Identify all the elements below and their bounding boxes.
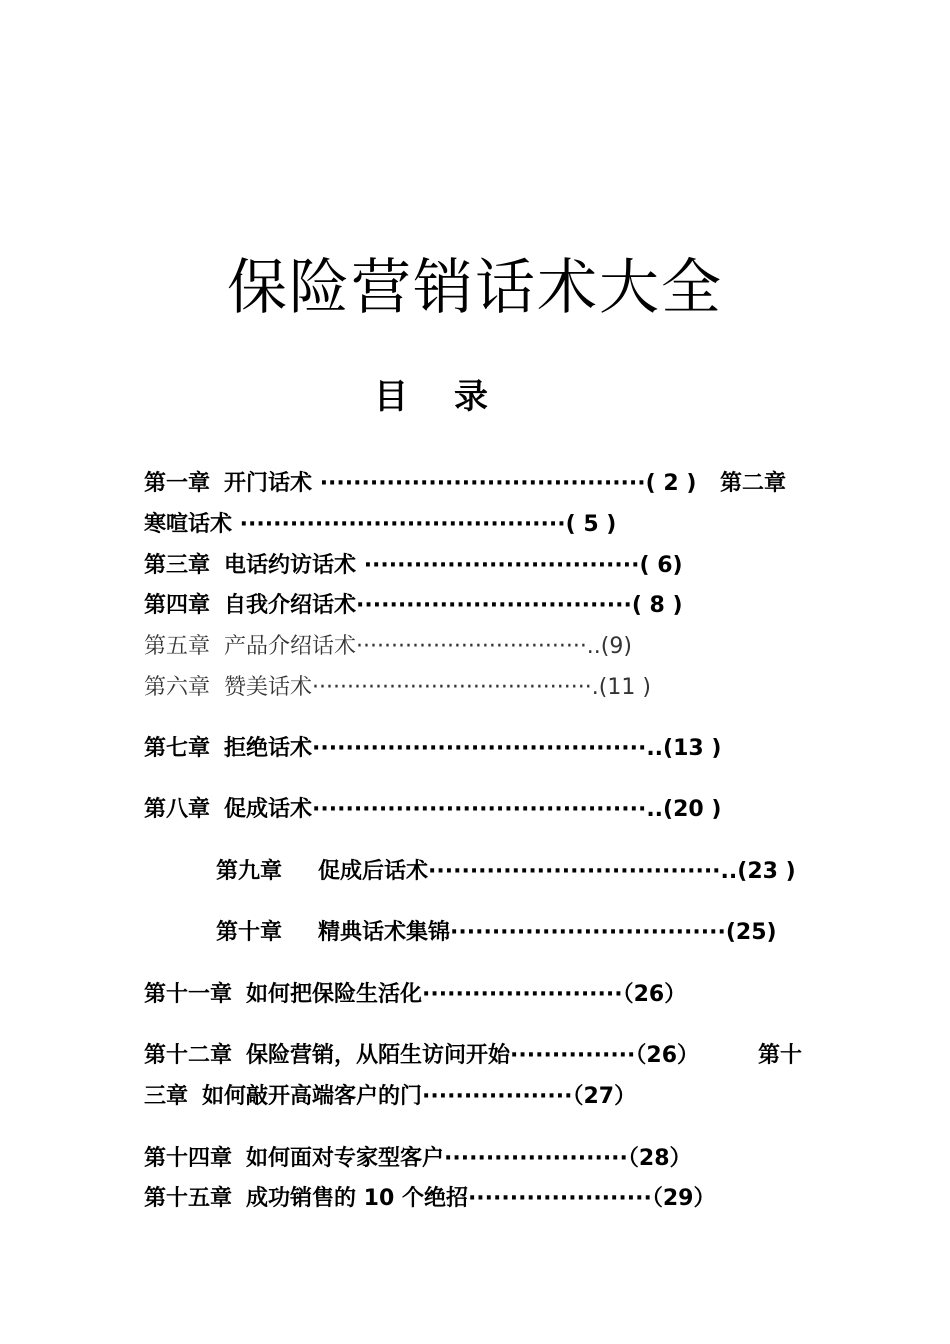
toc-page: （26） [622, 982, 687, 1007]
toc-entry-14[interactable] [144, 1144, 692, 1174]
toc-page: ( 5 ) [565, 512, 617, 537]
toc-title: 保险营销，从陌生访问开始 [246, 1043, 511, 1068]
toc-title: 精典话术集锦 [318, 920, 451, 945]
toc-leader: ········································.. [312, 736, 664, 761]
toc-leader: ······················ [444, 1146, 628, 1171]
toc-leader: ···································.. [428, 859, 738, 884]
toc-chapter: 第十五章 [144, 1186, 233, 1211]
toc-title: 促成话术 [224, 797, 313, 822]
toc-title: 如何敲开高端客户的门 [202, 1084, 423, 1109]
toc-page: （27） [572, 1084, 637, 1109]
toc-title: 电话约访话术 [224, 553, 357, 578]
toc-chapter: 第五章 [144, 634, 211, 659]
toc-chapter: 第十章 [216, 920, 283, 945]
toc-chapter: 第七章 [144, 736, 211, 761]
toc-title: 赞美话术 [224, 675, 313, 700]
toc-chapter: 三章 [144, 1084, 189, 1109]
toc-title: 开门话术 [224, 471, 313, 496]
toc-entry-10[interactable] [216, 918, 777, 948]
toc-page: (9) [600, 634, 632, 659]
toc-chapter: 第三章 [144, 553, 211, 578]
toc-page: (25) [725, 920, 777, 945]
toc-page: (13 ) [663, 736, 722, 761]
toc-title: 如何面对专家型客户 [246, 1146, 445, 1171]
toc-heading-left: 目 [374, 377, 408, 417]
toc-leader: ·································.. [356, 634, 601, 659]
toc-entry-2[interactable] [144, 510, 616, 540]
toc-entry-6[interactable] [144, 673, 651, 703]
toc-page: （26） [635, 1043, 700, 1068]
toc-entry-1[interactable] [144, 469, 696, 499]
toc-page: (20 ) [663, 797, 722, 822]
toc-entry-13[interactable] [144, 1082, 636, 1112]
toc-chapter: 第九章 [216, 859, 283, 884]
toc-chapter: 第一章 [144, 471, 211, 496]
toc-title: 成功销售的 10 个绝招 [246, 1186, 468, 1211]
toc-entry-4[interactable] [144, 591, 683, 621]
toc-entry-13-chapter-start[interactable]: 第十 [758, 1043, 803, 1068]
toc-entry-15[interactable] [144, 1184, 715, 1214]
toc-leader: ·················· [422, 1084, 573, 1109]
toc-entry-12[interactable] [144, 1041, 699, 1071]
toc-chapter: 第十四章 [144, 1146, 233, 1171]
toc-entry-8[interactable] [144, 795, 721, 825]
toc-heading-right: 录 [454, 377, 488, 417]
toc-page: (23 ) [737, 859, 796, 884]
toc-leader: ······································· [232, 512, 566, 537]
toc-leader: ························ [422, 982, 623, 1007]
document-title: 保险营销话术大全 [227, 253, 723, 323]
toc-title: 如何把保险生活化 [246, 982, 423, 1007]
toc-page: ( 8 ) [631, 593, 683, 618]
toc-title: 寒喧话术 [144, 512, 233, 537]
toc-title: 产品介绍话术 [224, 634, 357, 659]
toc-chapter: 第六章 [144, 675, 211, 700]
toc-title: 自我介绍话术 [224, 593, 357, 618]
toc-entry-11[interactable] [144, 980, 686, 1010]
toc-entry-5[interactable] [144, 632, 632, 662]
toc-page: （29） [651, 1186, 716, 1211]
toc-entry-2-chapter[interactable]: 第二章 [720, 471, 787, 496]
toc-leader: ········································.. [312, 797, 664, 822]
toc-leader: ································· [356, 553, 640, 578]
toc-chapter: 第八章 [144, 797, 211, 822]
toc-chapter: 第四章 [144, 593, 211, 618]
toc-page: ( 2 ) [645, 471, 697, 496]
toc-leader: ······································· [312, 471, 646, 496]
toc-entry-3[interactable] [144, 551, 683, 581]
toc-leader: ······················ [467, 1186, 652, 1211]
toc-entry-9[interactable] [216, 857, 796, 887]
toc-page: （28） [627, 1146, 692, 1171]
toc-leader: ································· [356, 593, 632, 618]
toc-leader: ········································. [312, 675, 599, 700]
toc-page: ( 6) [639, 553, 683, 578]
toc-entry-7[interactable] [144, 734, 721, 764]
toc-title: 促成后话术 [318, 859, 429, 884]
toc-page: (11 ) [598, 675, 651, 700]
toc-title: 拒绝话术 [224, 736, 313, 761]
toc-leader: ··············· [510, 1043, 636, 1068]
toc-chapter: 第十一章 [144, 982, 233, 1007]
toc-leader: ································· [450, 920, 726, 945]
toc-chapter: 第十二章 [144, 1043, 233, 1068]
